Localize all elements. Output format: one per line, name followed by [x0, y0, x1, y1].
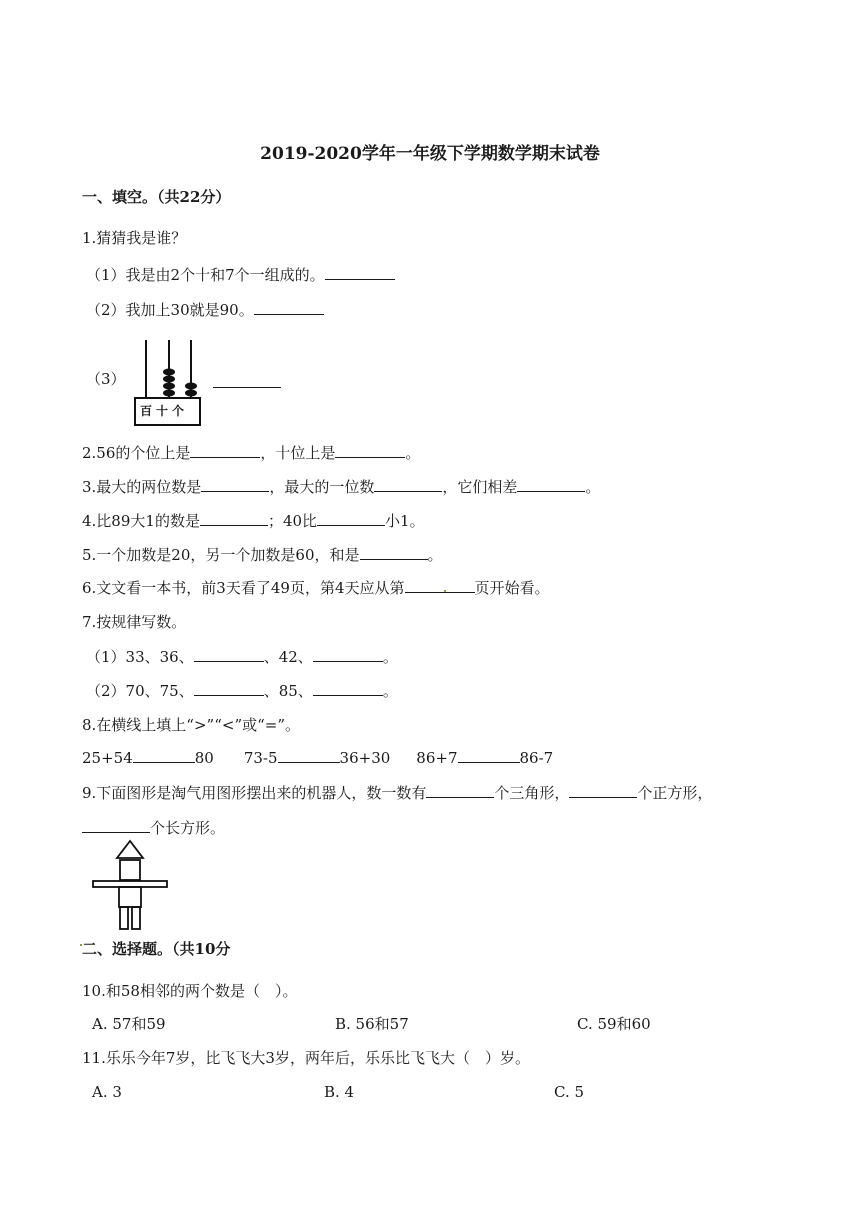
expression-right: 36+30: [339, 749, 391, 767]
question-8-expressions: [82, 748, 553, 768]
expression-left: 25+54: [82, 749, 133, 767]
abacus-label-ones: 个: [172, 404, 189, 418]
question-7-text: （2）70、75、: [86, 682, 194, 700]
section-heading-fill: 一、填空。（共22分）: [82, 188, 231, 206]
answer-blank[interactable]: [569, 783, 637, 798]
question-4-text: 小1。: [385, 512, 425, 530]
robot-hat-triangle: [117, 841, 143, 858]
answer-blank[interactable]: [335, 443, 405, 458]
question-6-text: 页开始看。: [474, 579, 550, 597]
question-11-stem: 11.乐乐今年7岁，比飞飞大3岁，两年后，乐乐比飞飞大（ ）岁。: [82, 1049, 530, 1067]
answer-blank[interactable]: [190, 443, 260, 458]
question-7-text: （1）33、36、: [86, 648, 194, 666]
question-1-part-2: [86, 300, 324, 320]
question-9-text: 个正方形，: [637, 784, 713, 802]
robot-right-leg: [132, 907, 140, 929]
answer-blank[interactable]: [82, 818, 150, 833]
option-a[interactable]: A. 3: [92, 1083, 122, 1101]
question-2: [82, 443, 420, 463]
question-3: [82, 477, 600, 497]
option-a[interactable]: A. 57和59: [92, 1015, 166, 1033]
question-9-text: 个三角形，: [494, 784, 570, 802]
question-3-text: 。: [585, 478, 601, 496]
answer-blank[interactable]: [313, 681, 383, 696]
page-title: 2019-2020学年一年级下学期数学期末试卷: [260, 144, 600, 164]
question-2-text: 2.56的个位上是: [82, 444, 191, 462]
expression-right: 80: [194, 749, 214, 767]
answer-blank[interactable]: [426, 783, 494, 798]
question-1-stem: 1.猜猜我是谁？: [82, 229, 187, 247]
answer-blank[interactable]: [254, 300, 324, 315]
answer-blank[interactable]: [405, 578, 475, 593]
question-5-text: 5.一个加数是20，另一个加数是60，和是: [82, 546, 360, 564]
question-9-text: 个长方形。: [150, 819, 226, 837]
question-7-text: 。: [382, 648, 398, 666]
answer-blank[interactable]: [201, 477, 269, 492]
question-4-text: 4.比89大1的数是: [82, 512, 200, 530]
answer-blank[interactable]: [313, 647, 383, 662]
answer-blank[interactable]: [458, 748, 520, 763]
answer-blank[interactable]: [200, 511, 268, 526]
option-b[interactable]: B. 4: [324, 1083, 355, 1101]
robot-arms-rectangle: [93, 881, 167, 887]
answer-blank[interactable]: [517, 477, 585, 492]
abacus-label-hundreds: 百: [140, 404, 157, 418]
question-5: [82, 545, 443, 565]
question-4: [82, 511, 425, 531]
option-c[interactable]: C. 59和60: [577, 1015, 651, 1033]
answer-blank[interactable]: [325, 265, 395, 280]
question-9-line-1: [82, 783, 712, 803]
answer-blank[interactable]: [213, 373, 281, 388]
question-6: [82, 578, 550, 598]
question-1-part-2-text: （2）我加上30就是90。: [86, 301, 254, 319]
question-7-part-1: [86, 647, 398, 667]
answer-blank[interactable]: [360, 545, 428, 560]
robot-body-square: [119, 887, 141, 907]
question-2-text: ，十位上是: [260, 444, 336, 462]
question-6-text: 6.文文看一本书，前3天看了49页，第4天应从第: [82, 579, 405, 597]
answer-blank[interactable]: [278, 748, 340, 763]
answer-blank[interactable]: [194, 681, 264, 696]
expression-left: 86+7: [416, 749, 458, 767]
answer-blank[interactable]: [194, 647, 264, 662]
question-7-stem: 7.按规律写数。: [82, 613, 187, 631]
robot-head-square: [120, 860, 140, 880]
option-b[interactable]: B. 56和57: [335, 1015, 409, 1033]
answer-blank[interactable]: [317, 511, 385, 526]
question-9-text: 9.下面图形是淘气用图形摆出来的机器人，数一数有: [82, 784, 427, 802]
question-5-text: 。: [427, 546, 443, 564]
question-2-text: 。: [405, 444, 421, 462]
question-1-part-1-text: （1）我是由2个十和7个一组成的。: [86, 266, 325, 284]
expression-left: 73-5: [243, 749, 278, 767]
answer-blank[interactable]: [374, 477, 442, 492]
question-1-part-3-label: （3）: [86, 370, 126, 388]
expression-right: 86-7: [519, 749, 554, 767]
robot-left-leg: [120, 907, 128, 929]
question-3-text: 3.最大的两位数是: [82, 478, 202, 496]
question-7-text: 、42、: [263, 648, 313, 666]
question-4-text: ；40比: [267, 512, 318, 530]
robot-figure: [90, 838, 170, 932]
abacus-label-tens: 十: [156, 404, 173, 418]
print-speck: [444, 590, 446, 592]
question-9-line-2: [82, 818, 225, 838]
question-3-text: ，最大的一位数: [269, 478, 375, 496]
option-c[interactable]: C. 5: [554, 1083, 585, 1101]
question-1-part-1: [86, 265, 395, 285]
question-7-part-2: [86, 681, 398, 701]
question-3-text: ，它们相差: [442, 478, 518, 496]
question-7-text: 。: [382, 682, 398, 700]
section-heading-choice: 二、选择题。（共10分: [82, 940, 231, 958]
answer-blank[interactable]: [133, 748, 195, 763]
question-8-stem: 8.在横线上填上“>”“<”或“=”。: [82, 716, 301, 734]
question-7-text: 、85、: [263, 682, 313, 700]
question-10-stem: 10.和58相邻的两个数是（ ）。: [82, 982, 298, 1000]
abacus-place-labels: [140, 402, 188, 419]
